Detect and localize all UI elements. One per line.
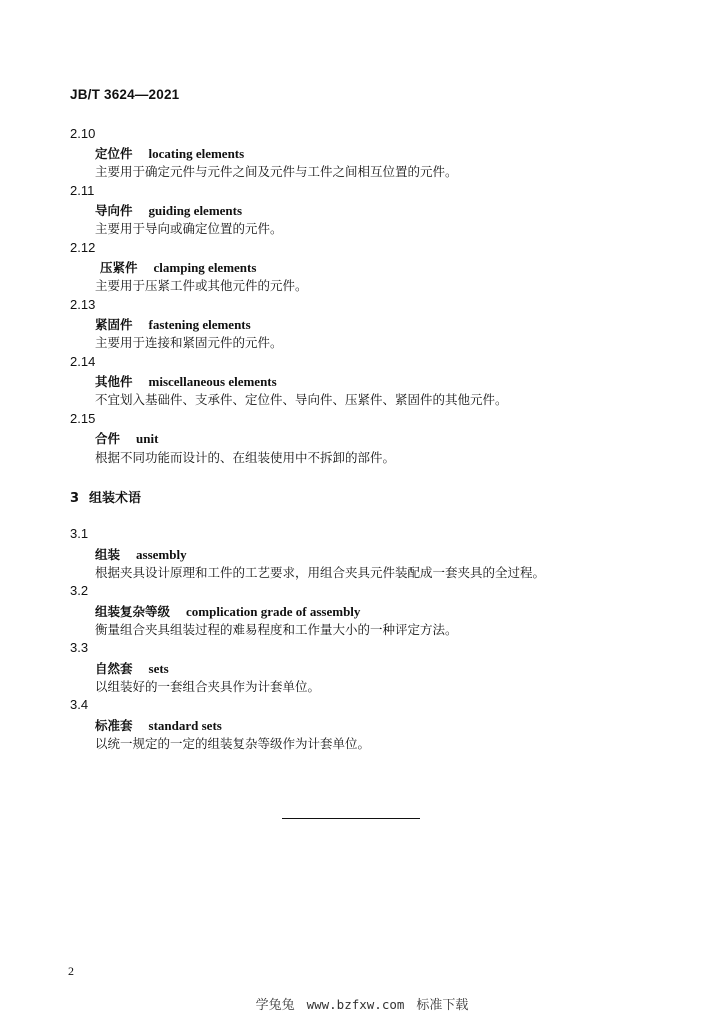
section-number: 3 <box>70 491 80 506</box>
entry-number: 2.15 <box>70 411 96 426</box>
entry-term <box>95 659 169 677</box>
term-english: assembly <box>136 547 187 562</box>
watermark-tagline: 标准下载 <box>416 998 469 1013</box>
entry-term <box>95 545 187 563</box>
entry-definition: 衡量组合夹具组装过程的难易程度和工作量大小的一种评定方法。 <box>95 622 458 637</box>
entry-definition: 不宜划入基础件、支承件、定位件、导向件、压紧件、紧固件的其他元件。 <box>95 392 508 407</box>
entry-term <box>95 201 242 219</box>
entry-number: 2.13 <box>70 297 96 312</box>
term-english: sets <box>148 661 169 676</box>
term-chinese: 自然套 <box>95 661 133 676</box>
entry-term <box>95 602 360 620</box>
entry-number: 2.10 <box>70 126 96 141</box>
entry-definition: 主要用于压紧工件或其他元件的元件。 <box>95 278 308 293</box>
term-chinese: 导向件 <box>95 203 133 218</box>
entry-definition: 以组装好的一套组合夹具作为计套单位。 <box>95 679 321 694</box>
entry-term <box>95 716 222 734</box>
watermark-site-name: 学兔兔 <box>255 998 295 1013</box>
entry-number: 2.11 <box>70 183 95 198</box>
term-english: fastening elements <box>148 317 251 332</box>
term-english: guiding elements <box>148 203 243 218</box>
entry-term <box>100 258 256 276</box>
term-chinese: 标准套 <box>95 718 133 733</box>
section-heading <box>70 487 141 506</box>
term-chinese: 组装 <box>95 547 121 562</box>
term-english: locating elements <box>148 146 245 161</box>
entry-term <box>95 144 244 162</box>
entry-definition: 以统一规定的一定的组装复杂等级作为计套单位。 <box>95 736 371 751</box>
term-chinese: 定位件 <box>95 146 133 161</box>
entry-definition: 根据不同功能而设计的、在组装使用中不拆卸的部件。 <box>95 450 396 465</box>
entry-number: 3.2 <box>70 583 89 598</box>
entry-definition: 主要用于导向或确定位置的元件。 <box>95 221 283 236</box>
page-number: 2 <box>68 964 74 978</box>
entry-term <box>95 429 158 447</box>
term-chinese: 组装复杂等级 <box>95 604 171 619</box>
term-english: standard sets <box>148 718 222 733</box>
term-chinese: 合件 <box>95 431 121 446</box>
entry-definition: 主要用于确定元件与元件之间及元件与工件之间相互位置的元件。 <box>95 164 458 179</box>
entry-term <box>95 315 251 333</box>
entry-definition: 根据夹具设计原理和工件的工艺要求，用组合夹具元件装配成一套夹具的全过程。 <box>95 565 546 580</box>
entry-number: 3.1 <box>70 526 89 541</box>
term-english: clamping elements <box>153 260 257 275</box>
term-chinese: 紧固件 <box>95 317 133 332</box>
section-title: 组装术语 <box>89 491 142 506</box>
term-chinese: 压紧件 <box>100 260 138 275</box>
term-english: unit <box>136 431 159 446</box>
document-header: JB/T 3624—2021 <box>70 87 180 102</box>
end-of-text-rule <box>282 818 420 819</box>
entry-number: 3.3 <box>70 640 89 655</box>
entry-definition: 主要用于连接和紧固元件的元件。 <box>95 335 283 350</box>
entry-number: 3.4 <box>70 697 89 712</box>
entry-number: 2.12 <box>70 240 96 255</box>
term-english: miscellaneous elements <box>148 374 277 389</box>
term-chinese: 其他件 <box>95 374 133 389</box>
entry-term <box>95 372 277 390</box>
download-watermark <box>0 994 724 1013</box>
term-english: complication grade of assembly <box>186 604 361 619</box>
entry-number: 2.14 <box>70 354 96 369</box>
watermark-url: www.bzfxw.com <box>306 997 405 1012</box>
